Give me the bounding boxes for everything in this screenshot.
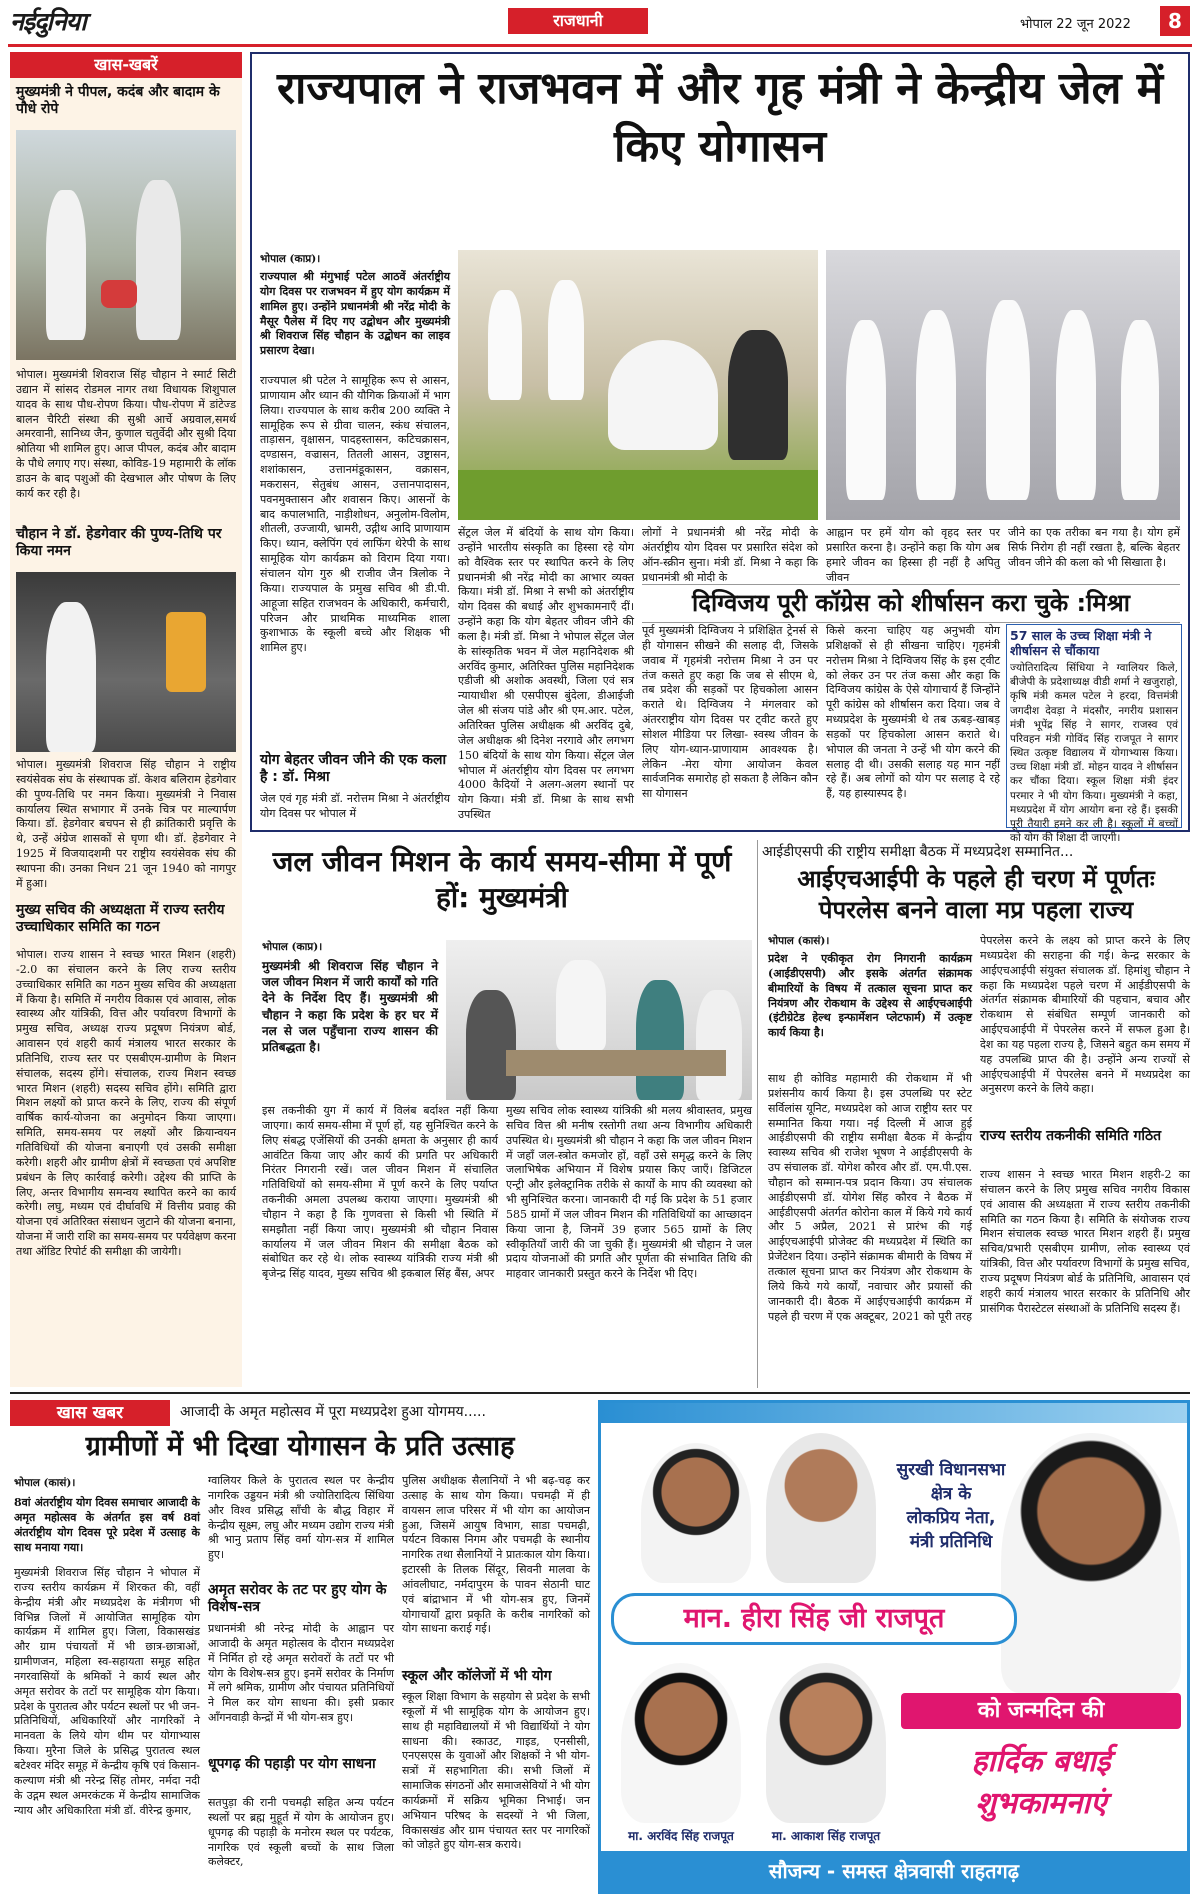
- lead-col3: लोगों ने प्रधानमंत्री श्री नरेंद्र मोदी के अंतर्राष्ट्रीय योग दिवस पर प्रसारित संदेश को ऑन-स्क्रीन सुना। मंत्री डॉ. मिश्रा ने कहा कि प्रधानमंत्री श्री मोदी के: [642, 526, 818, 584]
- ad-bday-line2: हार्दिक बधाई: [971, 1744, 1111, 1779]
- lead-col2: सेंट्रल जेल में बंदियों के साथ योग किया। उन्होंने भारतीय संस्कृति का हिस्सा रहे योग को वैश्विक स्तर पर स्थापित करने के लिए प्रधानमंत्री श्री नरेंद्र मोदी का आभार व्यक्त किया। मंत्री डॉ. मिश्रा ने सभी को अंतर्राष्ट्रीय योग दिवस की बधाई और शुभकामनाएँ दीं। उन्होंने कहा कि योग बेहतर जीवन जीने की कला है। मंत्री डॉ. मिश्रा ने भोपाल सेंट्रल जेल के सांस्कृतिक भवन में जेल महानिदेशक श्री अरविंद कुमार, अतिरिक्त पुलिस महानिदेशक एडीजी श्री अशोक अवस्थी, जिला एवं सत्र न्यायाधीश श्री एसपीएस बुंदेला, डीआईजी जेल श्री संजय पांडे और श्री एम.आर. पटेल, अतिरिक्त पुलिस अधीक्षक श्री अरविंद दुबे, जेल अधीक्षक श्री दिनेश नरगावे और लगभग 150 बंदियों के साथ योग किया। सेंट्रल जेल भोपाल में अंतर्राष्ट्रीय योग दिवस पर लगभग 4000 कैदियों ने अलग-अलग स्थानों पर योग किया। मंत्री डॉ. मिश्रा के साथ सभी उपस्थित: [458, 526, 634, 822]
- gram-tag: खास खबर: [10, 1400, 170, 1426]
- ad-portrait-1: [641, 1443, 751, 1583]
- lead-photo-right: [826, 250, 1180, 520]
- sidebar: [10, 52, 242, 1387]
- issue-date: भोपाल 22 जून 2022: [1020, 17, 1131, 32]
- lead-col1b: जेल एवं गृह मंत्री डॉ. नरोत्तम मिश्रा ने अंतर्राष्ट्रीय योग दिवस पर भोपाल में: [260, 792, 450, 820]
- birthday-ad: [598, 1400, 1190, 1894]
- ihip-col2b: राज्य शासन ने स्वच्छ भारत मिशन शहरी-2 का संचालन करने के लिए प्रमुख सचिव नगरीय विकास एवं आवास की अध्यक्षता में राज्य स्तरीय तकनीकी समिति का गठन किया है। समिति के संयोजक राज्य मिशन संचालक स्वच्छ भारत मिशन शहरी हैं। प्रमुख सचिव/प्रभारी एसबीएम ग्रामीण, लोक स्वास्थ्य एवं यांत्रिकी, वित्त और पर्यावरण विभागों के प्रमुख सचिव, राज्य प्रदूषण नियंत्रण बोर्ड के प्रतिनिधि, आवासन एवं शहरी कार्य मंत्रालय भारत सरकार के प्रतिनिधि और प्रासंगिक पैरास्टेटल संस्थाओं के प्रतिनिधि सदस्य हैं।: [980, 1168, 1190, 1315]
- lead-col4: आह्वान पर हमें योग को वृहद स्तर पर प्रसारित करना है। उन्होंने कहा कि योग अब हमारे जीवन का हिस्सा ही नहीं है अपितु जीवन: [826, 526, 1000, 584]
- ihip-subhead: राज्य स्तरीय तकनीकी समिति गठित: [980, 1128, 1162, 1144]
- gram-col2b: प्रधानमंत्री श्री नरेन्द्र मोदी के आह्वान पर आजादी के अमृत महोत्सव के दौरान मध्यप्रदेश में निर्मित हो रहे अमृत सरोवरों के तटों पर भी योग के विशेष-सत्र हुए। इनमें सरोवर के निर्माण में लगे श्रमिक, ग्रामीण और पंचायत प्रतिनिधियों ने मिल कर योग साधना की। इसी प्रकार आँगनवाड़ी केन्द्रों में भी योग-सत्र हुए।: [208, 1622, 394, 1725]
- section-label: राजधानी: [508, 8, 648, 34]
- lead-dateline: भोपाल (काप्र)।: [260, 253, 321, 265]
- gram-subhead1: अमृत सरोवर के तट पर हुए योग के विशेष-सत्र: [208, 1582, 387, 1615]
- gram-headline: ग्रामीणों में भी दिखा योगासन के प्रति उत्साह: [85, 1431, 515, 1462]
- scindia-box: [1006, 624, 1182, 845]
- lead-subhead: योग बेहतर जीवन जीने की एक कला है : डॉ. मिश्रा: [260, 752, 447, 785]
- ad-portrait-3: [621, 1663, 741, 1823]
- gram-dateline: भोपाल (कासं)।: [14, 1477, 76, 1489]
- ihip-headline: आईएचआईपी के पहले ही चरण में पूर्णतः पेपरलेस बनने वाला मप्र पहला राज्य: [797, 865, 1155, 925]
- sidebar-story3-body: भोपाल। राज्य शासन ने स्वच्छ भारत मिशन (शहरी) -2.0 का संचालन करने के लिए राज्य स्तरीय उच्चाधिकार समिति का गठन मुख्य सचिव की अध्यक्षता में किया है। समिति में नगरीय विकास एवं आवास, लोक स्वास्थ्य और यांत्रिकी, वित्त और पर्यावरण विभागों के प्रमुख सचिव, अध्यक्ष राज्य प्रदूषण नियंत्रण बोर्ड, आवासन एवं शहरी कार्य मंत्रालय भारत सरकार के प्रतिनिधि, राज्य स्तर पर एसबीएम-ग्रामीण के मिशन संचालक, सदस्य होंगे। संचालक, राज्य मिशन स्वच्छ भारत मिशन (शहरी) सदस्य सचिव होंगे। समिति द्वारा मिशन लक्ष्यों को प्राप्त करने के लिए, राज्य की संपूर्ण वार्षिक कार्य-योजना का अनुमोदन किया जाएगा। समिति, समय-समय पर लक्ष्यों और क्रियान्वयन गतिविधियों की योजना बनाएगी एवं उसकी समीक्षा करेगी। शहरी और ग्रामीण क्षेत्रों में स्वच्छता एवं अपशिष्ट प्रबंधन के लिए कार्रवाई करेगी। उद्देश्य की प्राप्ति के लिए, अन्तर विभागीय समन्वय स्थापित करने का कार्य करेगी। लघु, मध्यम एवं दीर्घावधि में वित्तीय प्रवाह की योजना एवं अतिरिक्त संसाधन जुटाने की योजना बनाना, योजना में जारी राशि का समय-समय पर पर्यवेक्षण करना तथा ऑडिट रिपोर्ट की समीक्षा की जायेगी।: [16, 948, 236, 1258]
- sidebar-header: खास-खबरें: [10, 52, 242, 78]
- digvijay-colB: किसे करना चाहिए यह अनुभवी योग प्रशिक्षकों से ही सीखना चाहिए। गृहमंत्री नरोत्तम मिश्रा ने दिग्विजय सिंह के इस ट्वीट को लेकर उन पर तंज कसा और कहा कि दिग्विजय कांग्रेस के ऐसे योगाचार्य हैं जिन्होंने पूरी कांग्रेस को शीर्षासन करा दिया। जब वे मध्यप्रदेश के मुख्यमंत्री थे तब ऊबड़-खाबड़ सड़कों पर हिचकोला आसन कराते थे। भोपाल की जनता ने उन्हें भी योग करने की सलाह दी थी। उसकी सलाह यह मान नहीं रहे हैं। अब लोगों को योग पर सलाह दे रहे हैं, यह हास्यास्पद है।: [826, 624, 1000, 801]
- sidebar-story2-body: भोपाल। मुख्यमंत्री शिवराज सिंह चौहान ने राष्ट्रीय स्वयंसेवक संघ के संस्थापक डॉ. केशव बलिराम हेडगेवार की पुण्य-तिथि पर नमन किया। मुख्यमंत्री ने निवास कार्यालय स्थित सभागार में उनके चित्र पर माल्यार्पण किया। डॉ. हेडगेवार बचपन से ही क्रांतिकारी प्रवृत्ति के थे, उन्हें अंग्रेज शासकों से घृणा थी। डॉ. हेडगेवार ने 1925 में विजयादशमी पर राष्ट्रीय स्वयंसेवक संघ की स्थापना की। उनका निधन 21 जून 1940 को नागपुर में हुआ।: [16, 758, 236, 890]
- ad-line2: क्षेत्र के: [930, 1484, 972, 1504]
- ad-name-banner: मान. हीरा सिंह जी राजपूत: [611, 1593, 1017, 1645]
- ihip-kicker: आईडीएसपी की राष्ट्रीय समीक्षा बैठक में मध्यप्रदेश सम्मानित...: [762, 844, 1074, 860]
- ad-line4: मंत्री प्रतिनिधि: [909, 1532, 993, 1552]
- sidebar-story3-title: मुख्य सचिव की अध्यक्षता में राज्य स्तरीय उच्चाधिकार समिति का गठन: [16, 902, 225, 935]
- lead-photo-left: [458, 250, 818, 520]
- sidebar-story1-photo: [16, 130, 236, 360]
- gram-col3b: स्कूल शिक्षा विभाग के सहयोग से प्रदेश के सभी स्कूलों में भी सामूहिक योग के आयोजन हुए। साथ ही महाविद्यालयों में भी विद्यार्थियों ने योग साधना की। स्काउट, गाइड, एनसीसी, एनएसएस के युवाओं और शिक्षकों ने भी योग-सत्रों में सहभागिता की। सभी जिलों में सामाजिक संगठनों और समाजसेवियों ने भी योग कार्यक्रमों में सक्रिय भूमिका निभाई। जन अभियान परिषद के सदस्यों ने भी जिला, विकासखंड और ग्राम पंचायत स्तर पर नागरिकों को जोड़ते हुए योग-सत्र कराये।: [402, 1690, 590, 1852]
- newspaper-logo: नईदुनिया: [10, 7, 86, 36]
- ihip-col2: पेपरलेस करने के लक्ष्य को प्राप्त करने के लिए मध्यप्रदेश की सराहना की गई। केन्द्र सरकार के आईएचआईपी संयुक्त संचालक डॉ. हिमांशु चौहान ने कहा कि मध्यप्रदेश पहले चरण में आईडीएसपी के अंतर्गत संक्रामक बीमारियों की पहचान, बचाव और रोकथाम से संबंधित सम्पूर्ण जानकारी को आईएचआईपी में पेपरलेस करने में सफल हुआ है। देश का यह पहला राज्य है, जिसने बहुत कम समय में यह उपलब्धि प्राप्त की है। उन्होंने अन्य राज्यों से आईएचआईपी में पेपरलेस बनने में मध्यप्रदेश का अनुसरण करने के लिये कहा।: [980, 934, 1190, 1096]
- lead-col5: जीने का एक तरीका बन गया है। योग हमें सिर्फ निरोग ही नहीं रखता है, बल्कि बेहतर जीवन जीने की कला को भी सिखाता है।: [1008, 526, 1180, 569]
- sidebar-story2-title: चौहान ने डॉ. हेडगेवार की पुण्य-तिथि पर किया नमन: [16, 526, 222, 559]
- jal-col2: मुख्य सचिव लोक स्वास्थ्य यांत्रिकी श्री मलय श्रीवास्तव, प्रमुख सचिव वित्त श्री मनीष रस्तोगी तथा अन्य विभागीय अधिकारी उपस्थित थे। मुख्यमंत्री श्री चौहान ने कहा कि जल जीवन मिशन में जहाँ जल-स्त्रोत कमजोर हों, वहाँ उसे समृद्ध करने के लिए जलाभिषेक अभियान में विशेष प्रयास किए जाएँ। डिजिटल एन्ट्री और इलेक्ट्रानिक तरीके से कार्यों के माप की व्यवस्था को भी सुनिश्चित करना। जानकारी दी गई कि प्रदेश के 51 हजार 585 ग्रामों में जल जीवन मिशन की गतिविधियों का आच्छादन किया जाना है, जिनमें 39 हजार 565 ग्रामों के लिए स्वीकृतियाँ जारी की जा चुकी हैं। मुख्यमंत्री श्री चौहान ने जल प्रदाय योजनाओं की प्रगति और पूर्णता की संभावित तिथि की माहवार जानकारी प्रस्तुत करने के निर्देश भी दिए।: [506, 1104, 752, 1281]
- ad-portrait-2: [766, 1433, 876, 1583]
- ihip-intro: प्रदेश ने एकीकृत रोग निगरानी कार्यक्रम (आईडीएसपी) और इसके अंतर्गत संक्रामक बीमारियों के विषय में तत्काल सूचना प्राप्त कर नियंत्रण और रोकथाम के उद्देश्य से आईएचआईपी (इंटीग्रेटेड हेल्थ इन्फार्मेशन प्लेटफार्म) में उत्कृष्ट कार्य किया है।: [768, 952, 972, 1040]
- jal-headline: जल जीवन मिशन के कार्य समय-सीमा में पूर्ण हों: मुख्यमंत्री: [272, 845, 732, 915]
- scindia-body: ज्योतिरादित्य सिंधिया ने ग्वालियर किले, बीजेपी के प्रदेशाध्यक्ष वीडी शर्मा ने खजुराहो, कृषि मंत्री कमल पटेल ने हरदा, वित्तमंत्री जगदीश देवड़ा ने मंदसौर, नगरीय प्रशासन मंत्री भूपेंद्र सिंह ने सागर, राजस्व एवं परिवहन मंत्री गोविंद सिंह राजपूत ने सागर स्थित उत्कृष्ट विद्यालय में योगाभ्यास किया। उच्च शिक्षा मंत्री डॉ. मोहन यादव ने शीर्षासन कर चौंका दिया। स्कूल शिक्षा मंत्री इंदर परमार ने भी योग किया। मुख्यमंत्री ने कहा, मध्यप्रदेश में योग आयोग बना रहे हैं। इसकी पूरी तैयारी हमने कर ली है। स्कूलों में बच्चों को योग की शिक्षा दी जाएगी।: [1010, 662, 1178, 845]
- gram-kicker: आजादी के अमृत महोत्सव में पूरा मध्यप्रदेश हुआ योगमय.....: [180, 1404, 486, 1420]
- gram-intro: 8वां अंतर्राष्ट्रीय योग दिवस समाचार आजादी के अमृत महोत्सव के अंतर्गत इस वर्ष 8वां अंतर्राष्ट्रीय योग दिवस पूरे प्रदेश में उत्साह के साथ मनाया गया।: [14, 1496, 200, 1554]
- page-number: 8: [1160, 6, 1190, 36]
- ad-line3: लोकप्रिय नेता,: [906, 1508, 996, 1528]
- ad-bday-line1: को जन्मदिन की: [901, 1693, 1181, 1729]
- ihip-dateline: भोपाल (कासं)।: [768, 935, 830, 947]
- ad-line1: सुरखी विधानसभा: [896, 1460, 1006, 1480]
- scindia-title: 57 साल के उच्च शिक्षा मंत्री ने शीर्षासन से चौंकाया: [1010, 628, 1152, 658]
- digvijay-colA: पूर्व मुख्यमंत्री दिग्विजय ने प्रशिक्षित ट्रेनर्स से ही योगासन सीखने की सलाह दी, जिसके जवाब में गृहमंत्री नरोत्तम मिश्रा ने उन पर तंज कसते हुए कहा कि जब से सीएम थे, तब प्रदेश की सड़कों पर हिचकोला आसन कराते थे। दिग्विजय ने मंगलवार को अंतरराष्ट्रीय योग दिवस पर ट्वीट करते हुए सोशल मीडिया पर लिखा- स्वस्थ जीवन के लिए योग-ध्यान-प्राणायाम आवश्यक है। लेकिन -मेरा योगा आयोजन केवल सार्वजनिक समारोह हो सकता है लेकिन कौन सा योगासन: [642, 624, 818, 801]
- masthead-rule: [8, 44, 1192, 47]
- ad-ribbon-top: [601, 1403, 1187, 1423]
- gram-col2c: सतपुड़ा की रानी पचमढ़ी सहित अन्य पर्यटन स्थलों पर ब्रह्म मुहूर्त में योग के आयोजन हुए। धूपगढ़ की पहाड़ी के मनोरम स्थल पर पर्यटक, नागरिक एवं स्कूली बच्चों के साथ जिला कलेक्टर,: [208, 1796, 394, 1869]
- ad-bday-line3: शुभकामनाएं: [975, 1786, 1107, 1821]
- ad-footer: सौजन्य - समस्त क्षेत्रवासी राहतगढ़: [601, 1851, 1187, 1891]
- jal-intro: मुख्यमंत्री श्री शिवराज सिंह चौहान ने जल जीवन मिशन में जारी कार्यों को गति देने के निर्देश दिए हैं। मुख्यमंत्री श्री चौहान ने कहा कि प्रदेश के हर घर में नल से जल पहुँचाना राज्य शासन की प्रतिबद्धता है।: [262, 959, 438, 1054]
- lead-col1: राज्यपाल श्री पटेल ने सामूहिक रूप से आसन, प्राणायाम और ध्यान की यौगिक क्रियाओं में भाग लिया। राज्यपाल के साथ करीब 200 व्यक्ति ने सामूहिक रूप से ग्रीवा चालन, स्कंध संचालन, ताड़ासन, वृक्षासन, पादहस्तासन, कटिचक्रासन, दण्डासन, वज्रासन, तितली आसन, उष्ट्रासन, शशांकासन, उत्तानमंडूकासन, वक्रासन, मकरासन, सेतुबंध आसन, उत्तानपादासन, पवनमुक्तासन और शवासन किए। आसनों के बाद कपालभाति, नाड़ीशोधन, अनुलोम-विलोम, शीतली, उज्जायी, भ्रामरी, उद्गीथ आदि प्राणायाम किए। ध्यान, क्लेपिंग एवं लाफिंग थेरेपी के साथ सामूहिक योग कार्यक्रम को विराम दिया गया। संचालन योग गुरु श्री राजीव जैन त्रिलोक ने किया। राज्यपाल के प्रमुख सचिव श्री डी.पी. आहूजा सहित राजभवन के अधिकारी, कर्मचारी, परिजन और प्राथमिक माध्यमिक शाला कुशाभाऊ के स्कूली बच्चे और शिक्षक भी शामिल हुए।: [260, 374, 450, 655]
- sidebar-story2-photo: [16, 572, 236, 752]
- masthead: [0, 0, 1200, 44]
- gram-subhead2: धूपगढ़ की पहाड़ी पर योग साधना: [208, 1756, 376, 1772]
- digvijay-headline: दिग्विजय पूरी कॉग्रेस को शीर्षासन करा चुके :मिश्रा: [642, 584, 1180, 623]
- gram-col1: मुख्यमंत्री शिवराज सिंह चौहान ने भोपाल में राज्य स्तरीय कार्यक्रम में शिरकत की, वहीं केन्द्रीय मंत्री और मध्यप्रदेश के मंत्रीगण भी विभिन्न जिलों में आयोजित सामूहिक योग कार्यक्रम में शामिल हुए। जिला, विकासखंड और ग्राम पंचायतों में भी छात्र-छात्राओं, ग्रामीणजन, महिला स्व-सहायता समूह सहित नगरवासियों के श्रमिकों ने कार्य स्थल और अमृत सरोवर के तटों पर सामूहिक योग किया। प्रदेश के पुरातत्व और पर्यटन स्थलों पर भी जन-प्रतिनिधियों, अधिकारियों और नागरिकों ने मानवता के लिये योग थीम पर योगाभ्यास किया। मुरैना जिले के प्रसिद्ध पुरातत्व स्थल बटेश्वर मंदिर समूह में केन्द्रीय कृषि एवं किसान-कल्याण मंत्री श्री नरेन्द्र सिंह तोमर, नर्मदा नदी के उद्गम स्थल अमरकंटक में केन्द्रीय सामाजिक न्याय और अधिकारिता मंत्री डॉ. वीरेन्द्र कुमार,: [14, 1566, 200, 1817]
- lead-intro: राज्यपाल श्री मंगुभाई पटेल आठवें अंतर्राष्ट्रीय योग दिवस पर राजभवन में हुए योग कार्यक्रम में शामिल हुए। उन्होंने प्रधानमंत्री श्री नरेंद्र मोदी के मैसूर पैलेस में दिए गए उद्बोधन और मुख्यमंत्री श्री शिवराज सिंह चौहान के उद्बोधन का लाइव प्रसारण देखा।: [260, 270, 450, 358]
- gram-subhead3: स्कूल और कॉलेजों में भी योग: [402, 1668, 552, 1684]
- jal-dateline: भोपाल (काप्र)।: [262, 941, 323, 953]
- sidebar-story1-title: मुख्यमंत्री ने पीपल, कदंब और बादाम के पौधे रोपे: [16, 84, 220, 117]
- gram-col3: पुलिस अधीक्षक सैलानियों ने भी बढ़-चढ़ कर उत्साह के साथ योग किया। पचमढ़ी में ही वायसन लाज परिसर में भी योग का आयोजन हुआ, जिसमें आयुष विभाग, साडा पचमढ़ी, पर्यटन विकास निगम और पचमढ़ी के स्थानीय नागरिक तथा सैलानियों ने प्रातःकाल योग किया। इटारसी के तिलक सिंदूर, सिवनी मालवा के आंवलीघाट, नर्मदापुरम के पावन सेठानी घाट एवं बांद्राभान में भी योग-सत्र हुए, जिनमें योगाचार्यों द्वारा प्रकृति के करीब नागरिकों को योग साधना कराई गई।: [402, 1474, 590, 1636]
- jal-col1: इस तकनीकी युग में कार्य में विलंब बर्दाश्त नहीं किया जाएगा। कार्य समय-सीमा में पूर्ण हों, यह सुनिश्चित करने के लिए संबद्ध एजेंसियों की उनकी क्षमता के अनुसार ही कार्य आवंटित किया जाए और कार्य की प्रगति पर अधिकारी निरंतर निगरानी रखें। जल जीवन मिशन में संचालित गतिविधियों को समय-सीमा में पूर्ण करने के लिए पर्याप्त तकनीकी अमला उपलब्ध कराया जाएगा। मुख्यमंत्री श्री चौहान ने कहा है कि गुणवत्ता से किसी भी स्थिति में समझौता नहीं किया जाए। मुख्यमंत्री श्री चौहान निवास कार्यालय में जल जीवन मिशन की समीक्षा बैठक को संबोधित कर रहे थे। लोक स्वास्थ्य यांत्रिकी राज्य मंत्री श्री बृजेन्द्र सिंह यादव, मुख्य सचिव श्री इकबाल सिंह बैंस, अपर: [262, 1104, 498, 1281]
- gram-col2: ग्वालियर किले के पुरातत्व स्थल पर केन्द्रीय नागरिक उड्डयन मंत्री श्री ज्योतिरादित्य सिंधिया और विश्व प्रसिद्ध साँची के बौद्ध विहार में केन्द्रीय सूक्ष्म, लघु और मध्यम उद्योग राज्य मंत्री श्री भानु प्रताप सिंह वर्मा योग-सत्र में शामिल हुए।: [208, 1474, 394, 1562]
- lead-headline: राज्यपाल ने राजभवन में और गृह मंत्री ने केन्द्रीय जेल में किए योगासन: [276, 63, 1164, 173]
- ad-person2-caption: मा. आकाश सिंह राजपूत: [771, 1829, 881, 1843]
- ad-person1-caption: मा. अरविंद सिंह राजपूत: [628, 1829, 734, 1843]
- jal-photo: [446, 940, 752, 1100]
- sidebar-story1-body: भोपाल। मुख्यमंत्री शिवराज सिंह चौहान ने स्मार्ट सिटी उद्यान में सांसद रोडमल नागर तथा विधायक शिशुपाल यादव के साथ पौध-रोपण किया। पौध-रोपण में डांटेज्ड बालन चैरिटी संस्था की सुश्री आर्चे अग्रवाल,समर्थ अमरवानी, सानिध्य जैन, कुणाल चतुर्वेदी और सुश्री दिया श्रोतिया भी शामिल हुए। आज पीपल, कदंब और बादाम के पौधे लगाए गए। संस्था, कोविड-19 महामारी के लॉक डाउन के बाद पशुओं की देखभाल और पोषण के लिए कार्य कर रही है।: [16, 368, 236, 500]
- divider-1: [757, 840, 758, 1388]
- divider-bottom: [10, 1392, 1190, 1394]
- ihip-col1: साथ ही कोविड महामारी की रोकथाम में भी प्रशंसनीय कार्य किया है। इस उपलब्धि पर स्टेट सर्विलांस यूनिट, मध्यप्रदेश को आज राष्ट्रीय स्तर पर सम्मानित किया गया। नई दिल्ली में आज हुई आईडीएसपी की राष्ट्रीय समीक्षा बैठक में केन्द्रीय स्वास्थ्य सचिव श्री राजेश भूषण ने आईडीएसपी के उप संचालक डॉ. योगेश कौरव और डॉ. एम.पी.एस. चौहान को सम्मान-पत्र प्रदान किया। उप संचालक आईडीएसपी डॉ. योगेश सिंह कौरव ने बैठक में आईडीएसपी अंतर्गत कोरोना काल में किये गये कार्य और 5 अप्रैल, 2021 से प्रारंभ की गई आईएचआईपी प्रोजेक्ट की मध्यप्रदेश में स्थिति का प्रेजेंटेशन दिया। उन्होंने संक्रामक बीमारी के विषय में तत्काल सूचना प्राप्त कर नियंत्रण और रोकथाम के लिये किये गये कार्यों, नवाचार और प्रयासों की जानकारी दी। बैठक में आईएचआईपी कार्यक्रम में पहले ही चरण में एक अक्टूबर, 2021 को पूरी तरह: [768, 1072, 972, 1323]
- ad-portrait-4: [766, 1663, 886, 1823]
